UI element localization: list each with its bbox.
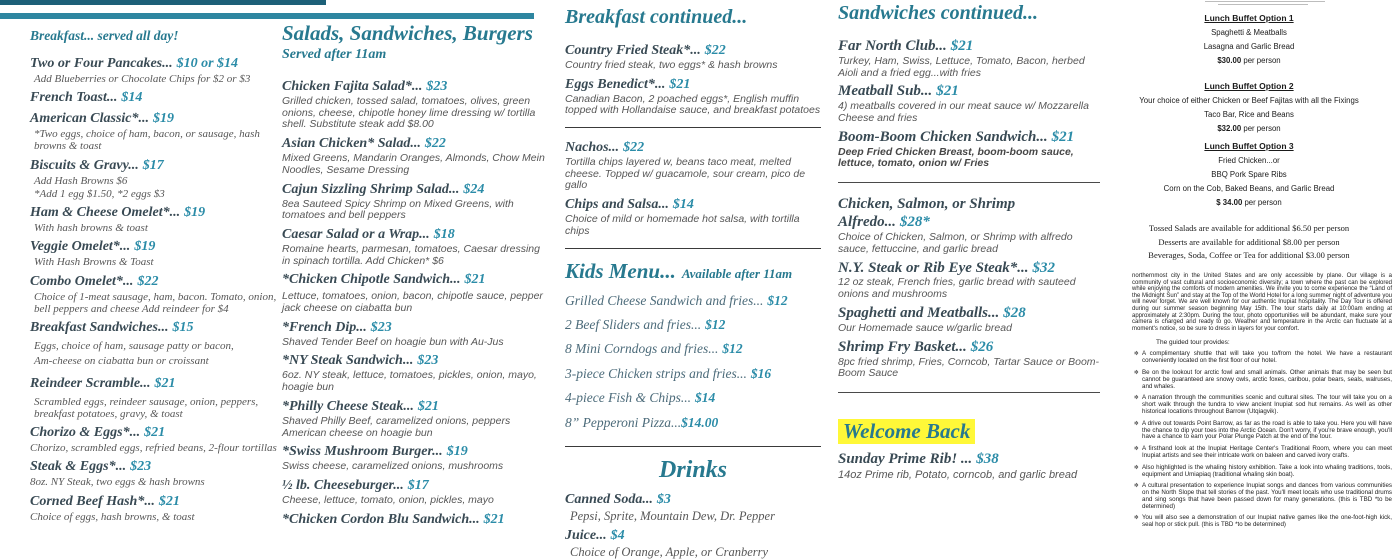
menu-item: [30, 423, 278, 441]
item-desc: 6oz. NY steak, lettuce, tomatoes, pickles, onion, mayo, hoagie bun: [282, 369, 537, 394]
menu-item: [30, 272, 278, 290]
menu-item: [565, 526, 821, 544]
bullet-text: Be on the lookout for arctic fowl and small animals. Other animals that may be seen but cannot be guaranteed are snowy owls, arctic foxes, caribou, polar bears, seals, walruses, and whales.: [1142, 368, 1392, 390]
tour-bullet: [1134, 515, 1392, 529]
item-desc: Mixed Greens, Mandarin Oranges, Almonds, Chow Mein Noodles, Sesame Dressing: [282, 152, 545, 176]
drinks-header: Drinks: [658, 456, 728, 483]
item-name: 8” Pepperoni Pizza...: [565, 414, 682, 430]
item-price: $12: [722, 341, 743, 357]
breakfast-continued-header: Breakfast continued...: [565, 6, 748, 28]
column-salads-sandwiches-burgers: [282, 22, 550, 528]
buffet-option-title: Lunch Buffet Option 3: [1204, 141, 1294, 151]
item-desc: Add Blueberries or Chocolate Chips for $2 or $3: [34, 72, 251, 85]
bullet-icon: ✼: [1134, 515, 1139, 522]
buffet-option-title: Lunch Buffet Option 2: [1204, 81, 1294, 91]
item-desc: Choice of mild or homemade hot salsa, with tortilla chips: [565, 213, 800, 237]
buffet-option-price: [1100, 124, 1398, 133]
kids-item: [565, 414, 821, 432]
item-name: Chips and Salsa...: [565, 197, 669, 213]
item-desc: 4) meatballs covered in our meat sauce w/ Mozzarella Cheese and fries: [838, 100, 1089, 125]
menu-item: [838, 37, 1100, 55]
kids-menu-header: [565, 259, 821, 284]
bullet-text: Also highlighted is the whaling history exhibition. Take a look into whaling traditions, tools, equipment and Umiapiaq (traditional whaling skin boat).: [1142, 463, 1392, 478]
addon-line: Desserts are available for additional $8.00 per person: [1158, 236, 1340, 247]
buffet-option-1: [1100, 13, 1398, 65]
welcome-back-banner: Welcome Back: [838, 419, 975, 444]
item-desc: 8pc fried shrimp, Fries, Corncob, Tartar Sauce or Boom-Boom Sauce: [838, 355, 1100, 380]
item-price: $21: [950, 38, 974, 54]
bullet-icon: ✼: [1134, 420, 1139, 427]
menu-item: [838, 82, 1100, 100]
item-price: $14: [672, 197, 694, 213]
kids-item: [565, 292, 821, 310]
item-price: $19: [153, 111, 175, 127]
item-name: *NY Steak Sandwich...: [282, 353, 414, 369]
item-name: Meatball Sub...: [838, 83, 933, 100]
item-price: $21: [464, 272, 486, 288]
bullet-icon: ✼: [1134, 369, 1139, 376]
menu-item: [282, 442, 550, 460]
section-divider: [565, 248, 821, 249]
item-price: $22: [623, 140, 645, 156]
item-desc: 8oz. NY Steak, two eggs & hash browns: [30, 476, 205, 489]
menu-item: [282, 270, 550, 288]
guided-tour-intro: The guided tour provides:: [1156, 339, 1230, 347]
menu-item: [565, 490, 821, 508]
accent-bar-second: [0, 13, 534, 19]
menu-item: [282, 180, 550, 198]
item-desc: *Add 1 egg $1.50, *2 eggs $3: [34, 187, 165, 200]
item-price: $23: [370, 319, 392, 335]
item-price: $32: [1032, 259, 1056, 276]
item-name: Breakfast Sandwiches...: [30, 320, 169, 336]
item-name: Shrimp Fry Basket...: [838, 338, 967, 355]
menu-item: [838, 128, 1100, 146]
column-breakfast-continued: [565, 6, 821, 560]
item-name: Far North Club...: [838, 38, 947, 54]
item-name: *Chicken Cordon Blu Sandwich...: [282, 511, 480, 527]
bullet-icon: ✼: [1134, 464, 1139, 471]
menu-item: [282, 225, 550, 243]
item-name: Combo Omelet*...: [30, 273, 134, 289]
menu-item: [30, 492, 278, 510]
menu-item: [282, 476, 550, 494]
item-price: $22: [704, 43, 726, 58]
tour-bullet: [1134, 351, 1392, 365]
salads-header: Salads, Sandwiches, Burgers: [282, 21, 533, 45]
bullet-text: A firsthand look at the Inupiat Heritage Center's Traditional Room, where you can meet Inupiat artists and see their intricate work on baleen and carved ivory crafts.: [1142, 445, 1392, 459]
buffet-option-line: Corn on the Cob, Baked Beans, and Garlic Bread: [1163, 184, 1335, 193]
clipped-text-fragment: [1218, 4, 1308, 5]
tour-bullet: [1134, 421, 1392, 441]
item-price: $26: [970, 338, 994, 355]
item-name: Corned Beef Hash*...: [30, 493, 155, 509]
buffet-option-price: [1100, 198, 1398, 207]
item-name: Sunday Prime Rib! ...: [838, 451, 973, 467]
item-name: Eggs Benedict*...: [565, 76, 666, 92]
menu-item: [838, 259, 1100, 277]
menu-item: [282, 318, 550, 336]
item-name: Two or Four Pancakes...: [30, 56, 173, 71]
item-desc: Canadian Bacon, 2 poached eggs*, English muffin topped with Hollandaise sauce, and breakfast potatoes: [565, 92, 821, 117]
item-price: $23: [130, 459, 152, 475]
tour-bullet: [1134, 395, 1392, 415]
kids-item: [565, 340, 821, 358]
bullet-icon: ✼: [1134, 395, 1139, 402]
item-name: French Toast...: [30, 90, 118, 106]
menu-item: [282, 397, 550, 415]
item-desc: *Two eggs, choice of ham, bacon, or sausage, hash browns & toast: [34, 128, 260, 153]
item-desc: Am-cheese on ciabatta bun or croissant: [34, 355, 209, 368]
price-suffix: per person: [1241, 124, 1281, 133]
item-price: $23: [426, 79, 448, 95]
item-desc: Choice of eggs, hash browns, & toast: [30, 510, 195, 523]
buffet-option-price: [1100, 56, 1398, 65]
item-desc: Eggs, choice of ham, sausage patty or bacon,: [34, 340, 234, 353]
buffet-option-title: Lunch Buffet Option 1: [1204, 13, 1294, 23]
item-price: $21: [158, 493, 180, 509]
item-name: *Chicken Chipotle Sandwich...: [282, 272, 461, 288]
item-name: Biscuits & Gravy...: [30, 157, 139, 173]
menu-item: [282, 510, 550, 528]
item-desc: Swiss cheese, caramelized onions, mushrooms: [282, 460, 504, 473]
item-name: Caesar Salad or a Wrap...: [282, 227, 430, 243]
section-divider: [565, 446, 821, 447]
menu-item: [838, 450, 1100, 468]
menu-item: [282, 351, 550, 369]
menu-item: [565, 75, 821, 93]
bullet-text: You will also see a demonstration of our Inupiat native games like the one-foot-high kick, seal hop or stick pull. (this is TBD *to be determined): [1142, 514, 1392, 529]
item-price: $4: [610, 527, 625, 543]
item-name: Asian Chicken* Salad...: [282, 136, 421, 152]
item-desc: Choice of Orange, Apple, or Cranberry: [570, 544, 769, 559]
item-name: Reindeer Scramble...: [30, 375, 151, 391]
item-price: $21: [936, 83, 959, 100]
column-sandwiches-continued: [838, 2, 1100, 482]
item-name: Grilled Cheese Sandwich and fries...: [565, 292, 764, 308]
item-name: 3-piece Chicken strips and fries...: [565, 365, 747, 381]
item-name: Nachos...: [565, 140, 620, 156]
tour-bullet: [1134, 465, 1392, 479]
item-name: Steak & Eggs*...: [30, 459, 127, 475]
item-desc: Lettuce, tomatoes, onion, bacon, chipotle sauce, pepper jack cheese on ciabatta bun: [282, 290, 543, 315]
item-desc: Add Hash Browns $6: [34, 174, 128, 187]
item-desc: 14oz Prime rib, Potato, corncob, and garlic bread: [838, 468, 1078, 481]
section-divider: [565, 127, 821, 128]
item-name: N.Y. Steak or Rib Eye Steak*...: [838, 259, 1029, 276]
buffet-option-line: Taco Bar, Rice and Beans: [1204, 110, 1294, 119]
item-price: $28*: [899, 214, 930, 231]
item-name: Chicken, Salmon, or Shrimp Alfredo...: [838, 196, 1016, 231]
item-name: Canned Soda...: [565, 491, 653, 507]
item-price: $19: [446, 444, 468, 460]
item-name: Chicken Fajita Salad*...: [282, 79, 423, 95]
item-desc: Scrambled eggs, reindeer sausage, onion, peppers, breakfast potatoes, gravy, & toast: [34, 395, 259, 420]
item-name: Spaghetti and Meatballs...: [838, 304, 1000, 321]
menu-item: [30, 374, 278, 392]
clipped-text-fragment: [1205, 1, 1325, 2]
breakfast-header: Breakfast... served all day!: [30, 28, 179, 43]
menu-item: [30, 237, 278, 255]
item-price: $22: [137, 273, 159, 289]
kids-item: [565, 365, 821, 383]
item-price: $10 or $14: [176, 56, 239, 71]
sandwiches-continued-header: Sandwiches continued...: [838, 2, 1039, 24]
bullet-text: A cultural presentation to experience Inupiat songs and dances from various communities on the North Slope that tell stories of the past. You'll meet locals who use traditional drums and sing songs that have been passed down for many generations. (this is TBD *to be determined): [1142, 482, 1392, 510]
addon-line: Tossed Salads are available for additional $6.50 per person: [1148, 223, 1350, 233]
item-price: $24: [463, 181, 485, 197]
item-price: $12: [767, 292, 788, 308]
item-name: Cajun Sizzling Shrimp Salad...: [282, 181, 460, 197]
item-name: ½ lb. Cheeseburger...: [282, 477, 404, 493]
addon-line: Beverages, Soda, Coffee or Tea for additional $3.00 person: [1148, 250, 1350, 260]
menu-item: [30, 54, 278, 72]
tour-description-paragraph: northernmost city in the United States and are only accessible by plane. Our village is a community of vast cultural and socioeconomic diversity; a town where the past can be explored while enjoying the comforts of modern amenities. We invite you to come experience the “Land of the Midnight Sun” and stay at the Top of the World Hotel for a long summer night of adventure you will never forget. We are well known for our authentic Inupiat hospitality. The Day Tour is offered during our summer season beginning May 15th. The tour starts daily at 10:00am ending at approximately at 2:30pm. During the tour, photo opportunities will be abundant, make sure your camera is charged and ready to go. Weather and temperature in the Arctic can fluctuate at a moment's notice, so be sure to dress in layers for your comfort.: [1132, 273, 1392, 332]
menu-item: [838, 304, 1100, 322]
item-price: $15: [172, 320, 194, 336]
item-price: $23: [417, 353, 439, 369]
menu-item: [838, 195, 1100, 231]
item-desc: 12 oz steak, French fries, garlic bread with sauteed onions and mushrooms: [838, 276, 1076, 301]
item-price: $28: [1003, 304, 1026, 321]
price-amount: $30.00: [1217, 56, 1242, 65]
accent-bar-top: [0, 0, 326, 5]
menu-item: [30, 109, 278, 127]
price-suffix: per person: [1242, 198, 1282, 207]
menu-item: [282, 134, 550, 152]
item-price: $21: [417, 398, 439, 414]
item-name: *French Dip...: [282, 319, 367, 335]
bullet-text: A narration through the communities scenic and cultural sites. The tour will take you on a short walk through the tundra to view ancient Inupiat sod hut remains. As well as other historical locations throughout Barrow (Utqiagvik).: [1142, 394, 1392, 415]
column-breakfast: [30, 28, 278, 524]
item-price: $14.00: [681, 414, 719, 430]
buffet-addons: [1100, 223, 1398, 260]
item-name: Ham & Cheese Omelet*...: [30, 205, 181, 221]
bullet-text: A complimentary shuttle that will take you to/from the hotel. We have a restaurant conveniently located on the first floor of our hotel.: [1142, 350, 1392, 365]
item-price: $3: [656, 491, 671, 507]
tour-bullet: [1134, 446, 1392, 460]
buffet-option-line: Spaghetti & Meatballs: [1211, 28, 1287, 37]
buffet-option-3: [1100, 141, 1398, 207]
item-price: $12: [705, 317, 726, 333]
item-desc: With Hash Browns & Toast: [34, 256, 154, 269]
item-price: $14: [121, 90, 143, 106]
item-desc: Country fried steak, two eggs* & hash browns: [565, 58, 778, 71]
item-desc: Choice of 1-meat sausage, ham, bacon. Tomato, onion, bell peppers and cheese Add reindeer for $4: [34, 290, 277, 315]
item-price: $16: [750, 365, 772, 381]
price-amount: $ 34.00: [1216, 198, 1243, 207]
price-suffix: per person: [1241, 56, 1281, 65]
bullet-icon: ✼: [1134, 446, 1139, 453]
item-price: $21: [1051, 128, 1075, 145]
bullet-text: A drive out towards Point Barrow, as far as the road is able to take you. Here you will have the chance to dip your toes into the Arctic Ocean. Don't worry, if you're brave enough, you'll have a chance to earn your Polar Plunge Patch at the end of the tour.: [1142, 419, 1392, 441]
item-desc: With hash browns & toast: [34, 222, 148, 235]
item-desc: Pepsi, Sprite, Mountain Dew, Dr. Pepper: [570, 508, 775, 523]
tour-bullet: [1134, 483, 1392, 510]
panel-buffet-and-tour-info: [1100, 0, 1398, 529]
item-desc: Grilled chicken, tossed salad, tomatoes, olives, green onions, cheese, chipotle honey lime dressing w/ tortilla shell. Substitute steak add $8.00: [282, 94, 536, 131]
item-desc: Chorizo, scrambled eggs, refried beans, 2-flour tortillas: [30, 442, 277, 455]
item-name: 2 Beef Sliders and fries...: [565, 317, 702, 333]
item-name: Chorizo & Eggs*...: [30, 425, 141, 441]
item-desc: Tortilla chips layered w, beans taco meat, melted cheese. Topped w/ guacamole, sour cream, pico de gallo: [565, 155, 806, 192]
bullet-icon: ✼: [1134, 351, 1139, 358]
menu-item: [30, 203, 278, 221]
item-name: Country Fried Steak*...: [565, 43, 701, 58]
item-name: Juice...: [565, 527, 607, 543]
section-divider: [838, 182, 1100, 183]
menu-item: [565, 138, 821, 156]
item-price: $21: [669, 76, 691, 92]
item-price: $14: [694, 390, 716, 406]
menu-item: [838, 338, 1100, 356]
item-desc: Romaine hearts, parmesan, tomatoes, Caesar dressing in spinach tortilla. Add Chicken* $6: [282, 242, 540, 267]
salads-subheader: Served after 11am: [282, 47, 387, 63]
buffet-option-line: Your choice of either Chicken or Beef Fajitas with all the Fixings: [1139, 96, 1359, 105]
item-price: $19: [134, 239, 156, 255]
kids-menu-title: Kids Menu...: [565, 258, 676, 283]
menu-item: [282, 77, 550, 95]
item-desc: Shaved Tender Beef on hoagie bun with Au-Jus: [282, 335, 504, 348]
item-desc: 8ea Sauteed Spicy Shrimp on Mixed Greens, with tomatoes and bell peppers: [282, 197, 514, 222]
menu-item: [565, 41, 821, 59]
kids-item: [565, 389, 821, 407]
item-price: $17: [407, 477, 429, 493]
section-divider: [838, 392, 1100, 393]
kids-menu-subtitle: Available after 11am: [681, 265, 793, 281]
buffet-option-2: [1100, 81, 1398, 133]
item-desc: Our Homemade sauce w/garlic bread: [838, 321, 1012, 334]
buffet-option-line: Fried Chicken...or: [1218, 156, 1280, 165]
buffet-option-line: BBQ Pork Spare Ribs: [1211, 170, 1287, 179]
menu-item: [30, 457, 278, 475]
item-desc: Deep Fried Chicken Breast, boom-boom sauce, lettuce, tomato, onion w/ Fries: [838, 145, 1074, 170]
item-price: $22: [424, 136, 446, 152]
item-price: $21: [154, 375, 176, 391]
item-desc: Turkey, Ham, Swiss, Lettuce, Tomato, Bacon, herbed Aioli and a fried egg...with fries: [838, 54, 1085, 79]
tour-bullet: [1134, 370, 1392, 390]
menu-item: [30, 88, 278, 106]
item-name: Veggie Omelet*...: [30, 239, 131, 255]
menu-item: [565, 195, 821, 213]
menu-item: [30, 318, 278, 336]
menu-item: [30, 156, 278, 174]
item-price: $21: [144, 425, 166, 441]
item-price: $38: [976, 451, 999, 467]
item-name: *Swiss Mushroom Burger...: [282, 444, 443, 460]
item-desc: Choice of Chicken, Salmon, or Shrimp with alfredo sauce, fettuccine, and garlic bread: [838, 231, 1073, 255]
item-desc: Shaved Philly Beef, caramelized onions, peppers American cheese on hoagie bun: [282, 414, 511, 439]
kids-item: [565, 316, 821, 334]
buffet-option-line: Lasagna and Garlic Bread: [1203, 42, 1295, 51]
item-desc: Cheese, lettuce, tomato, onion, pickles, mayo: [282, 493, 494, 506]
item-name: American Classic*...: [30, 111, 150, 127]
bullet-icon: ✼: [1134, 483, 1139, 490]
item-price: $19: [184, 205, 206, 221]
item-price: $21: [483, 511, 505, 527]
item-price: $18: [433, 227, 455, 243]
item-name: 8 Mini Corndogs and fries...: [565, 341, 719, 357]
item-name: 4-piece Fish & Chips...: [565, 390, 691, 406]
item-name: *Philly Cheese Steak...: [282, 398, 414, 414]
item-price: $17: [142, 157, 164, 173]
item-name: Boom-Boom Chicken Sandwich...: [838, 128, 1048, 145]
price-amount: $32.00: [1217, 124, 1242, 133]
